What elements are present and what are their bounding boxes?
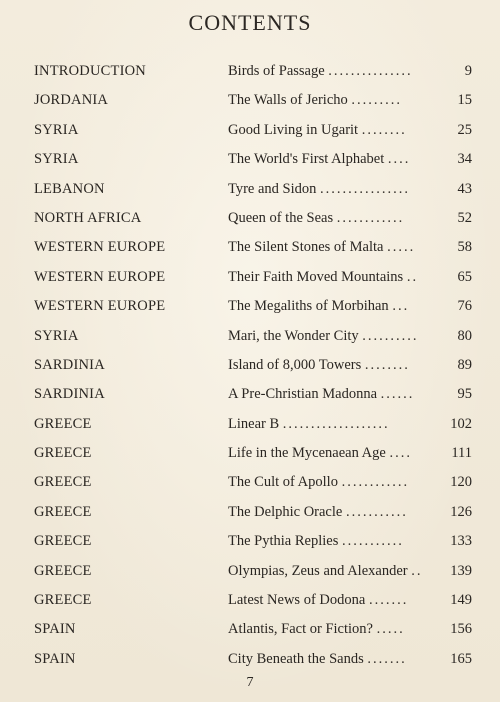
toc-row bbox=[0, 145, 500, 174]
toc-page-number: 58 bbox=[457, 239, 472, 256]
toc-page-number: 165 bbox=[450, 650, 472, 667]
toc-entry bbox=[228, 57, 443, 86]
toc-region: WESTERN EUROPE bbox=[34, 239, 166, 256]
toc-page-number: 25 bbox=[457, 121, 472, 138]
dot-leader: ....... bbox=[367, 650, 407, 667]
table-of-contents bbox=[0, 57, 500, 674]
toc-page-number: 120 bbox=[450, 474, 472, 491]
toc-chapter-title: Tyre and Sidon bbox=[228, 180, 317, 197]
dot-leader: .......... bbox=[362, 327, 419, 344]
toc-page-number: 76 bbox=[457, 298, 472, 315]
dot-leader: ............ bbox=[341, 474, 410, 491]
toc-entry bbox=[228, 645, 443, 674]
toc-entry bbox=[228, 116, 443, 145]
toc-row bbox=[0, 615, 500, 644]
dot-leader: ....... bbox=[368, 592, 409, 609]
dot-leader: .... bbox=[389, 445, 412, 462]
toc-region: NORTH AFRICA bbox=[34, 209, 142, 226]
toc-page-number: 65 bbox=[457, 268, 472, 285]
toc-region: GREECE bbox=[34, 592, 92, 609]
dot-leader: ........ bbox=[361, 121, 407, 138]
toc-row bbox=[0, 498, 500, 527]
toc-entry bbox=[228, 410, 443, 439]
toc-chapter-title: The Cult of Apollo bbox=[228, 474, 338, 491]
toc-page-number: 133 bbox=[450, 533, 472, 550]
toc-region: WESTERN EUROPE bbox=[34, 268, 166, 285]
toc-row bbox=[0, 380, 500, 409]
toc-entry bbox=[228, 439, 443, 468]
dot-leader: .. bbox=[411, 562, 423, 579]
toc-row bbox=[0, 233, 500, 262]
toc-row bbox=[0, 57, 500, 86]
toc-region: WESTERN EUROPE bbox=[34, 298, 166, 315]
toc-chapter-title: Birds of Passage bbox=[228, 63, 325, 79]
toc-page-number: 52 bbox=[457, 209, 472, 226]
toc-page-number: 89 bbox=[457, 356, 472, 373]
dot-leader: ... bbox=[392, 298, 410, 315]
toc-page-number: 95 bbox=[457, 386, 472, 403]
dot-leader: ........ bbox=[364, 356, 410, 373]
dot-leader: ........... bbox=[345, 503, 408, 520]
toc-entry bbox=[228, 351, 443, 380]
toc-region: SPAIN bbox=[34, 621, 76, 638]
toc-page-number: 139 bbox=[450, 562, 472, 579]
toc-page-number: 43 bbox=[457, 180, 472, 197]
toc-entry bbox=[228, 86, 443, 115]
toc-row bbox=[0, 586, 500, 615]
toc-page-number: 156 bbox=[450, 621, 472, 638]
toc-chapter-title: Queen of the Seas bbox=[228, 209, 334, 226]
toc-page-number: 15 bbox=[457, 92, 472, 109]
toc-row bbox=[0, 116, 500, 145]
page-folio-number: 7 bbox=[246, 675, 254, 690]
toc-entry bbox=[228, 498, 443, 527]
toc-region: GREECE bbox=[34, 445, 92, 462]
toc-entry bbox=[228, 175, 443, 204]
toc-entry bbox=[228, 468, 443, 497]
toc-entry bbox=[228, 292, 443, 321]
dot-leader: .. bbox=[406, 268, 419, 285]
toc-region: SYRIA bbox=[34, 121, 79, 138]
toc-region: SARDINIA bbox=[34, 386, 105, 403]
dot-leader: ..... bbox=[387, 239, 416, 256]
toc-chapter-title: The Silent Stones of Malta bbox=[228, 239, 384, 256]
dot-leader: ........... bbox=[341, 533, 404, 550]
toc-chapter-title: Life in the Mycenaean Age bbox=[228, 445, 386, 462]
toc-row bbox=[0, 292, 500, 321]
toc-chapter-title: The World's First Alphabet bbox=[228, 151, 385, 168]
toc-region: GREECE bbox=[34, 503, 92, 520]
toc-entry bbox=[228, 380, 443, 409]
dot-leader: ............... bbox=[328, 63, 413, 79]
toc-row bbox=[0, 175, 500, 204]
toc-chapter-title: Atlantis, Fact or Fiction? bbox=[228, 621, 373, 638]
toc-entry bbox=[228, 204, 443, 233]
dot-leader: ................... bbox=[282, 415, 390, 432]
toc-page-number: 80 bbox=[457, 327, 472, 344]
toc-chapter-title: The Pythia Replies bbox=[228, 533, 339, 550]
toc-page-number: 111 bbox=[451, 445, 472, 462]
dot-leader: .... bbox=[387, 151, 411, 168]
toc-entry bbox=[228, 322, 443, 351]
toc-region: SPAIN bbox=[34, 650, 76, 667]
dot-leader: ......... bbox=[351, 92, 403, 109]
toc-chapter-title: Island of 8,000 Towers bbox=[228, 356, 362, 373]
toc-row bbox=[0, 263, 500, 292]
toc-chapter-title: Good Living in Ugarit bbox=[228, 121, 359, 138]
dot-leader: ................ bbox=[320, 180, 411, 197]
toc-entry bbox=[228, 263, 443, 292]
dot-leader: ............ bbox=[336, 209, 405, 226]
toc-region: JORDANIA bbox=[34, 92, 109, 109]
toc-region: INTRODUCTION bbox=[34, 63, 146, 79]
toc-row bbox=[0, 527, 500, 556]
toc-row bbox=[0, 322, 500, 351]
toc-chapter-title: Linear B bbox=[228, 415, 280, 432]
toc-row bbox=[0, 439, 500, 468]
toc-chapter-title: The Megaliths of Morbihan bbox=[228, 298, 389, 315]
toc-chapter-title: Olympias, Zeus and Alexander bbox=[228, 562, 408, 579]
toc-row bbox=[0, 410, 500, 439]
toc-page-number: 102 bbox=[450, 415, 472, 432]
toc-page-number: 126 bbox=[450, 503, 472, 520]
toc-page-number: 34 bbox=[457, 151, 472, 168]
toc-region: GREECE bbox=[34, 415, 92, 432]
toc-chapter-title: A Pre-Christian Madonna bbox=[228, 386, 378, 403]
toc-region: GREECE bbox=[34, 562, 92, 579]
toc-row bbox=[0, 86, 500, 115]
toc-chapter-title: Their Faith Moved Mountains bbox=[228, 268, 404, 285]
toc-entry bbox=[228, 557, 443, 586]
toc-row bbox=[0, 204, 500, 233]
toc-row bbox=[0, 468, 500, 497]
toc-chapter-title: Mari, the Wonder City bbox=[228, 327, 359, 344]
toc-entry bbox=[228, 233, 443, 262]
toc-chapter-title: City Beneath the Sands bbox=[228, 650, 364, 667]
toc-chapter-title: The Delphic Oracle bbox=[228, 503, 343, 520]
dot-leader: ...... bbox=[380, 386, 415, 403]
toc-region: SYRIA bbox=[34, 327, 79, 344]
toc-region: LEBANON bbox=[34, 180, 105, 197]
toc-page-number: 9 bbox=[464, 63, 472, 79]
toc-entry bbox=[228, 527, 443, 556]
toc-chapter-title: The Walls of Jericho bbox=[228, 92, 348, 109]
toc-region: GREECE bbox=[34, 474, 92, 491]
toc-region: GREECE bbox=[34, 533, 92, 550]
toc-row bbox=[0, 557, 500, 586]
toc-entry bbox=[228, 586, 443, 615]
toc-page-number: 149 bbox=[450, 592, 472, 609]
toc-entry bbox=[228, 145, 443, 174]
toc-row bbox=[0, 645, 500, 674]
toc-row bbox=[0, 351, 500, 380]
page-title: CONTENTS bbox=[188, 10, 312, 35]
dot-leader: ..... bbox=[376, 621, 405, 638]
toc-region: SARDINIA bbox=[34, 356, 105, 373]
toc-region: SYRIA bbox=[34, 151, 79, 168]
toc-chapter-title: Latest News of Dodona bbox=[228, 592, 366, 609]
toc-entry bbox=[228, 615, 443, 644]
